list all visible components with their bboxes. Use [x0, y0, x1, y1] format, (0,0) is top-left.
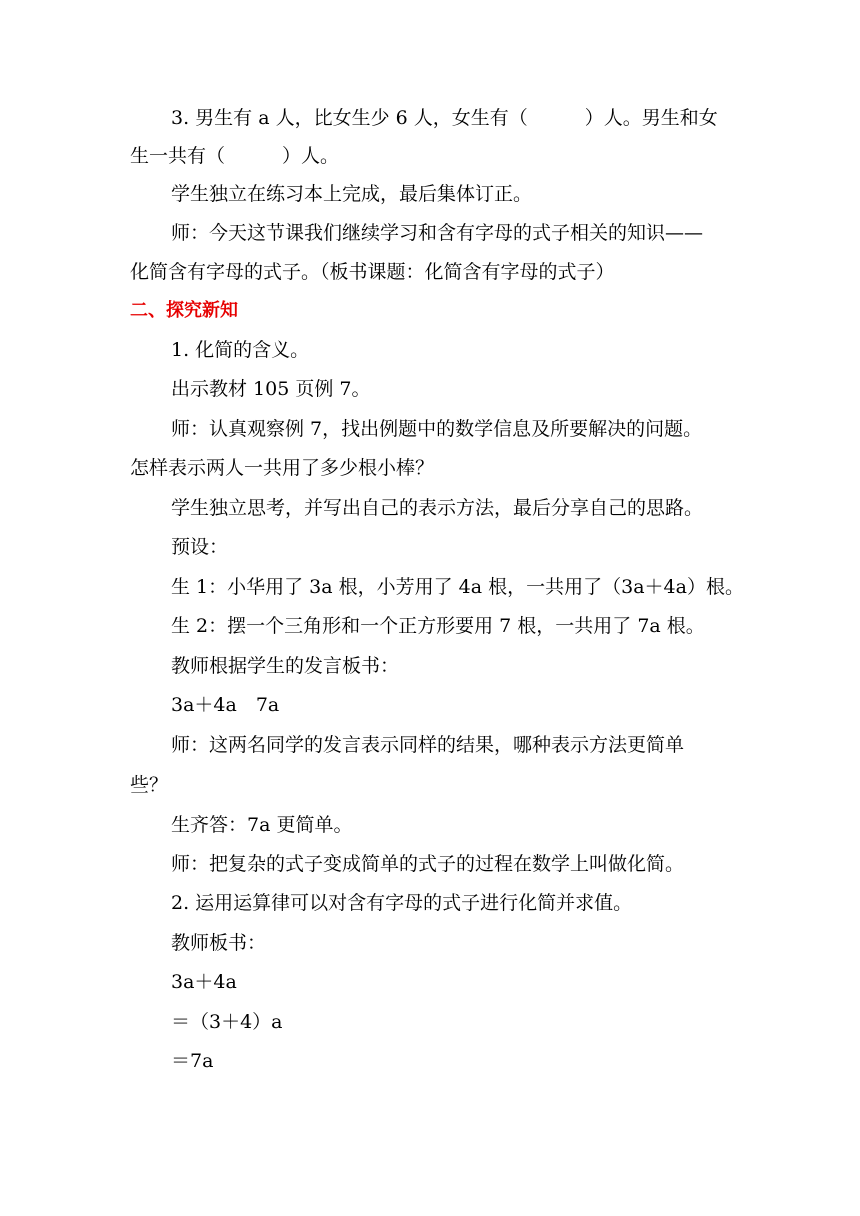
subsection-2-title: 2. 运用运算律可以对含有字母的式子进行化简并求值。 — [171, 892, 633, 914]
paragraph-board-note: 教师根据学生的发言板书： — [171, 655, 400, 677]
section-heading: 二、探究新知 — [130, 300, 238, 321]
formula-step-2: ＝（3＋4）a — [171, 1011, 283, 1033]
paragraph-answer: 生齐答：7a 更简单。 — [171, 814, 353, 836]
paragraph-definition: 师：把复杂的式子变成简单的式子的过程在数学上叫做化简。 — [171, 853, 685, 875]
problem-3-line-1: 3. 男生有 a 人，比女生少 6 人，女生有（ ）人。男生和女 — [171, 107, 718, 129]
paragraph-teacher-intro-2: 化简含有字母的式子。（板书课题：化简含有字母的式子） — [130, 261, 615, 283]
paragraph-observe-2: 怎样表示两人一共用了多少根小棒？ — [130, 457, 435, 479]
paragraph-teacher-intro-1: 师：今天这节课我们继续学习和含有字母的式子相关的知识—— — [171, 222, 704, 244]
paragraph-observe-1: 师：认真观察例 7，找出例题中的数学信息及所要解决的问题。 — [171, 418, 703, 440]
paragraph-teacher-board: 教师板书： — [171, 932, 267, 954]
paragraph-think: 学生独立思考，并写出自己的表示方法，最后分享自己的思路。 — [171, 497, 704, 519]
paragraph-student-practice: 学生独立在练习本上完成，最后集体订正。 — [171, 183, 533, 205]
subsection-1-title: 1. 化简的含义。 — [171, 339, 310, 361]
paragraph-question-2: 些？ — [130, 774, 169, 796]
paragraph-question-1: 师：这两名同学的发言表示同样的结果，哪种表示方法更简单 — [171, 734, 685, 756]
formula-comparison: 3a＋4a 7a — [171, 694, 280, 716]
paragraph-show-textbook: 出示教材 105 页例 7。 — [171, 378, 371, 400]
problem-3-line-2: 生一共有（ ）人。 — [130, 145, 340, 167]
paragraph-student-2: 生 2：摆一个三角形和一个正方形要用 7 根，一共用了 7a 根。 — [171, 615, 705, 637]
formula-step-3: ＝7a — [171, 1050, 214, 1072]
formula-step-1: 3a＋4a — [171, 971, 237, 993]
paragraph-student-1: 生 1：小华用了 3a 根，小芳用了 4a 根，一共用了（3a＋4a）根。 — [171, 576, 744, 598]
paragraph-preset: 预设： — [171, 536, 229, 558]
